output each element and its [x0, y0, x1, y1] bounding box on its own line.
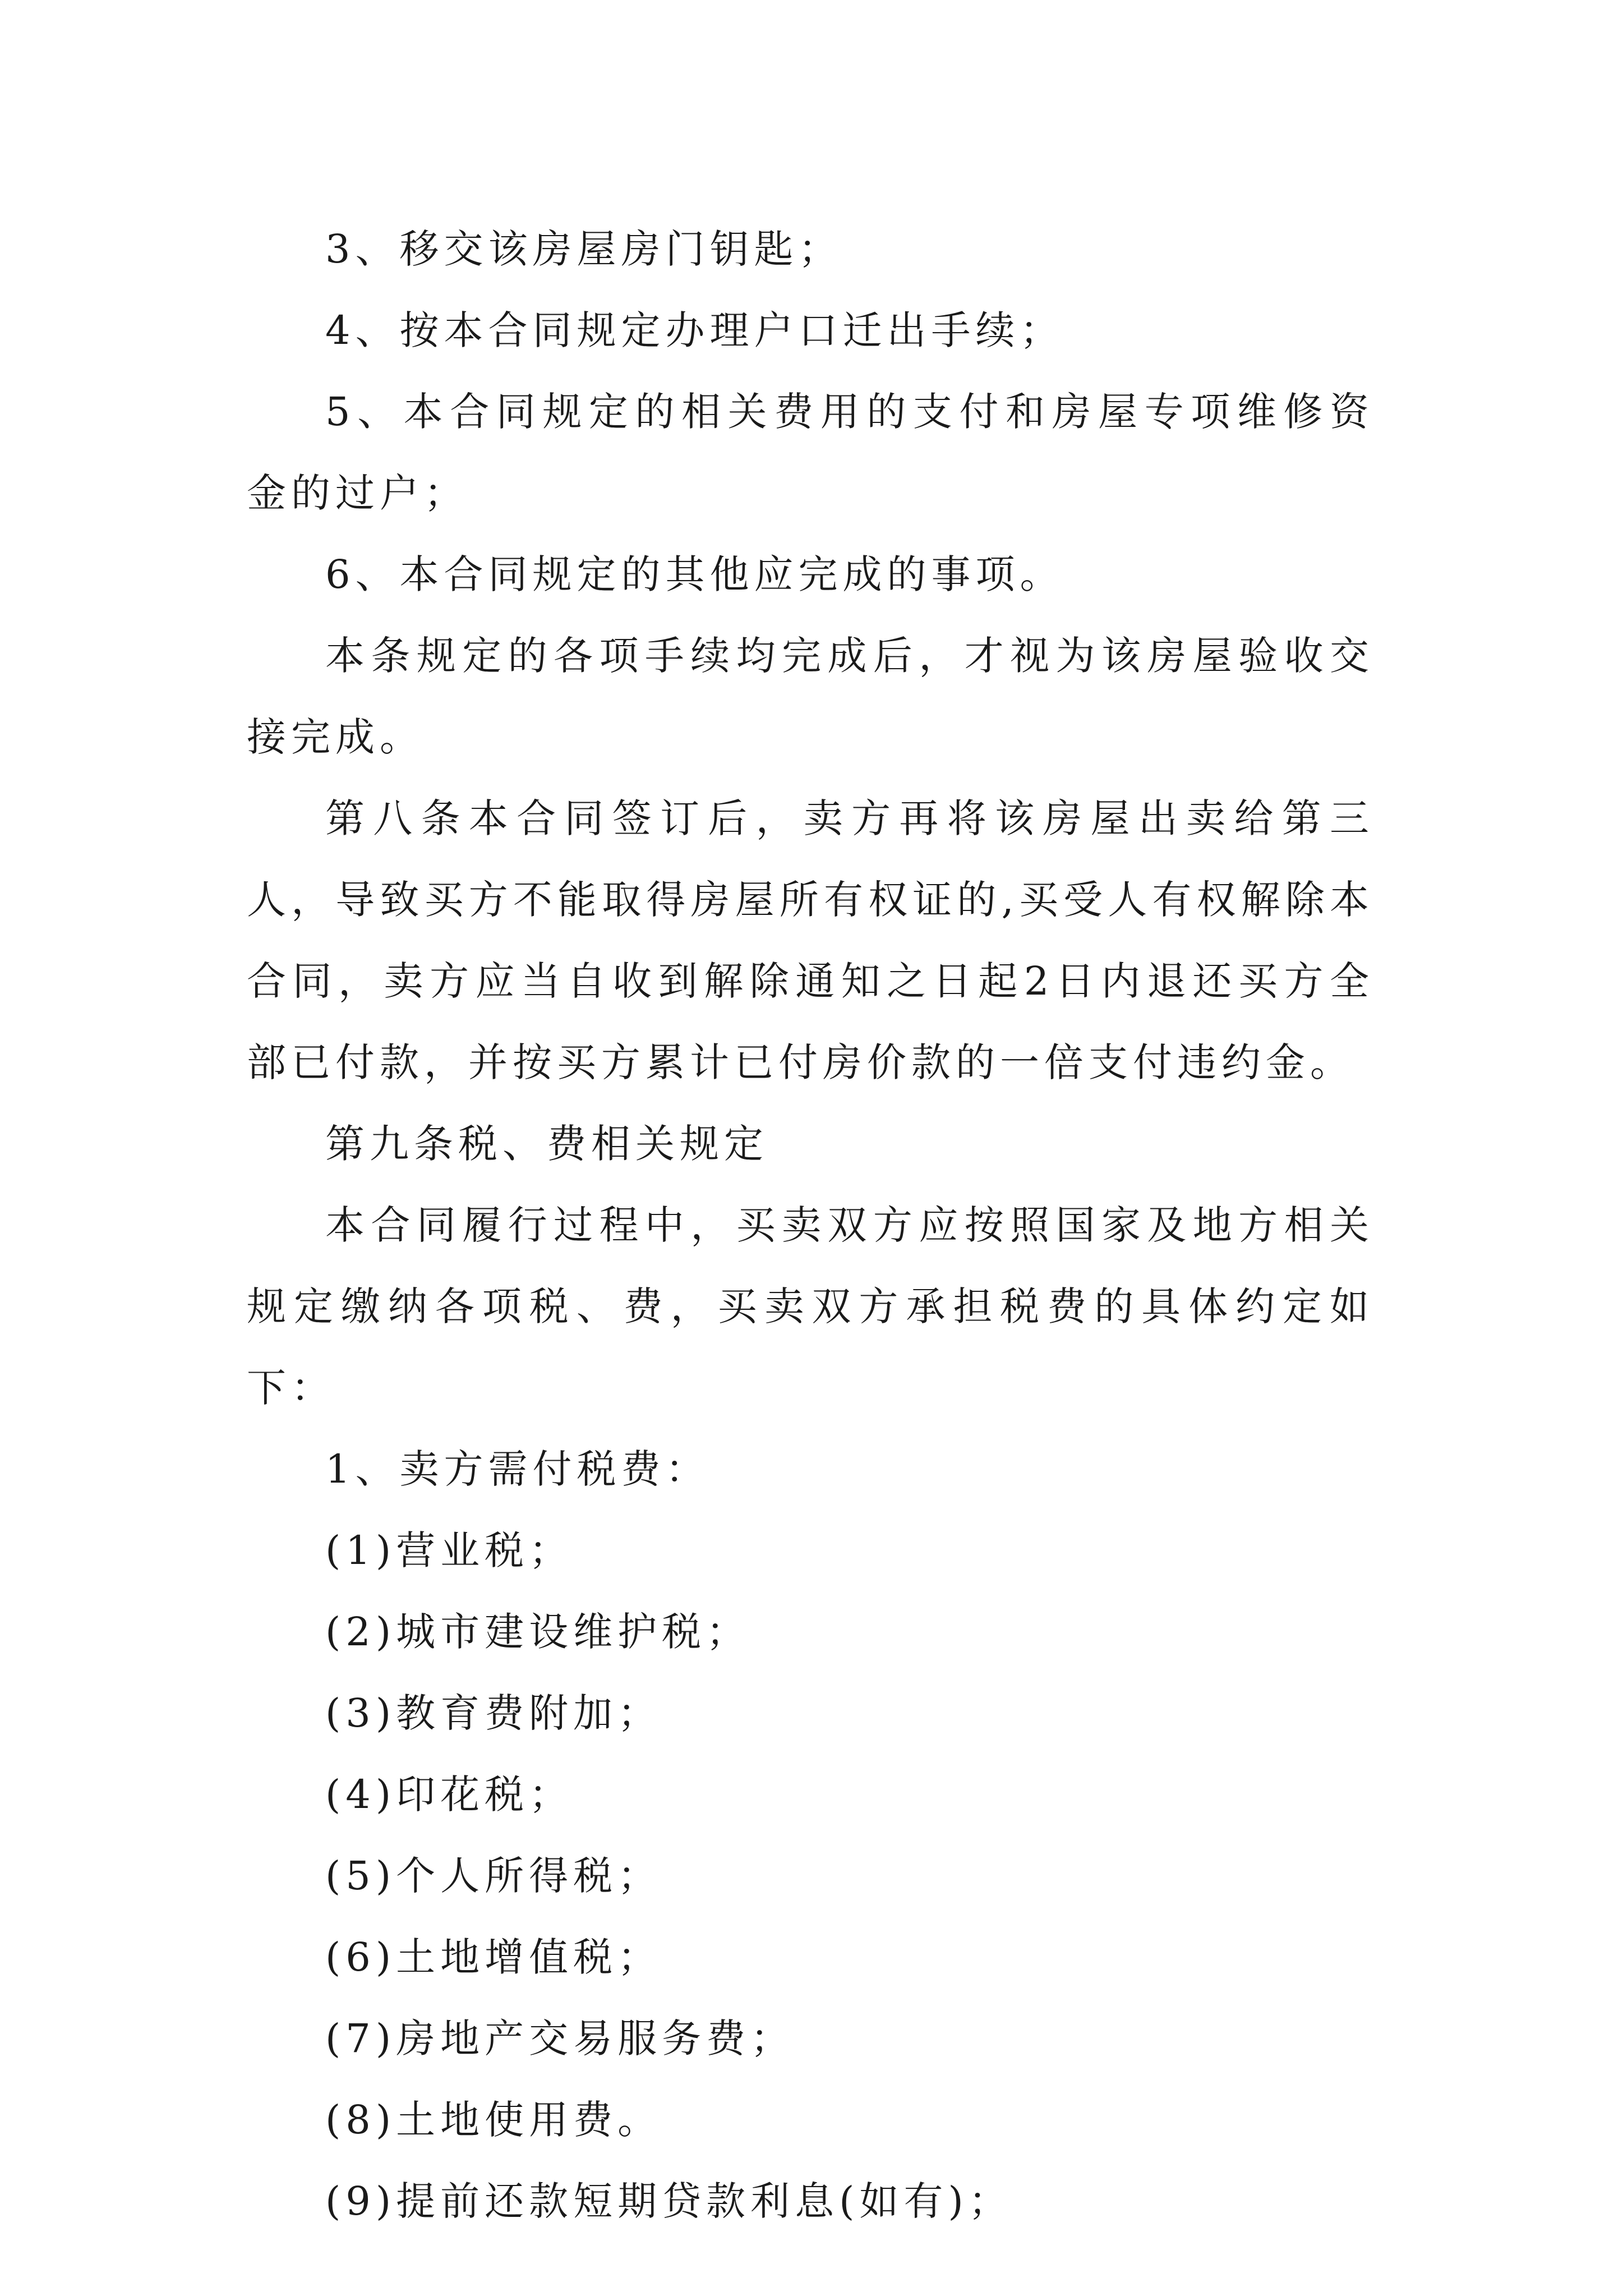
- list-item: (9)提前还款短期贷款利息(如有)；: [325, 2178, 1013, 2224]
- list-item: (8)土地使用费。: [325, 2097, 662, 2143]
- paragraph: 第八条本合同签订后，卖方再将该房屋出卖给第三人，导致买方不能取得房屋所有权证的,买受人有权解除本合同，卖方应当自收到解除通知之日起2日内退还买方全部已付款，并按买方累计已付房价款的一倍支付违约金。: [247, 795, 1374, 1085]
- paragraph: 6、本合同规定的其他应完成的事项。: [325, 551, 1064, 597]
- paragraph: 本条规定的各项手续均完成后，才视为该房屋验收交接完成。: [247, 633, 1374, 760]
- list-item: (4)印花税；: [325, 1772, 574, 1818]
- section-heading: 第九条税、费相关规定: [325, 1121, 768, 1167]
- document-body: [247, 209, 1374, 2242]
- list-item: (2)城市建设维护税；: [325, 1609, 751, 1655]
- paragraph: 5、本合同规定的相关费用的支付和房屋专项维修资金的过户；: [247, 389, 1374, 516]
- list-item: (7)房地产交易服务费；: [325, 2016, 795, 2062]
- paragraph: 本合同履行过程中，买卖双方应按照国家及地方相关规定缴纳各项税、费，买卖双方承担税费的具体约定如下：: [247, 1202, 1374, 1411]
- list-item: (5)个人所得税；: [325, 1853, 662, 1899]
- paragraph: 4、按本合同规定办理户口迁出手续；: [325, 307, 1064, 353]
- list-item: (3)教育费附加；: [325, 1690, 662, 1736]
- list-heading: 1、卖方需付税费：: [325, 1446, 710, 1492]
- list-item: (6)土地增值税；: [325, 1934, 662, 1980]
- list-item: (1)营业税；: [325, 1527, 574, 1573]
- paragraph: 3、移交该房屋房门钥匙；: [325, 226, 843, 272]
